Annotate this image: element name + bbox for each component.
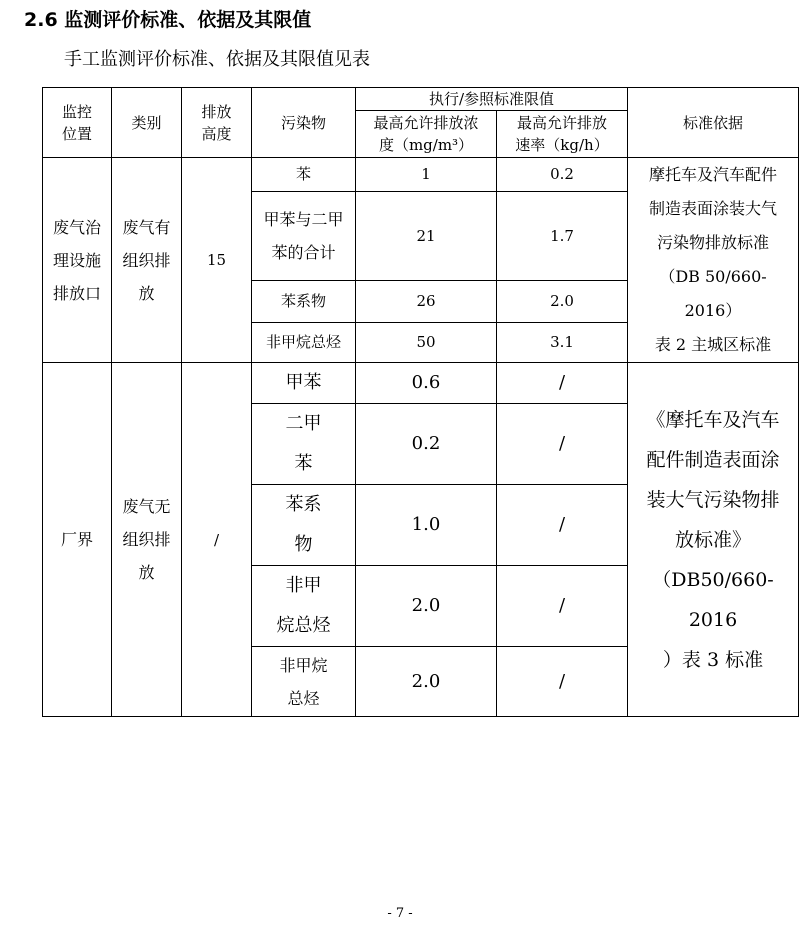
pollutant-cell: 苯 xyxy=(252,158,356,192)
rate-cell: / xyxy=(497,647,628,717)
concentration-cell: 1 xyxy=(356,158,497,192)
page-number: - 7 - xyxy=(387,906,413,921)
pollutant-cell: 甲苯 xyxy=(252,363,356,404)
concentration-cell: 1.0 xyxy=(356,485,497,566)
basis-cell: 《摩托车及汽车 配件制造表面涂 装大气污染物排 放标准》 （DB50/660-2016 ）表 3 标准 xyxy=(628,363,799,717)
rate-cell: / xyxy=(497,566,628,647)
category-cell: 废气无 组织排 放 xyxy=(112,363,182,717)
pollutant-cell: 非甲 烷总烃 xyxy=(252,566,356,647)
pollutant-cell: 非甲烷总烃 xyxy=(252,322,356,362)
pollutant-cell: 二甲 苯 xyxy=(252,404,356,485)
concentration-cell: 26 xyxy=(356,281,497,323)
concentration-cell: 50 xyxy=(356,322,497,362)
basis-cell: 摩托车及汽车配件 制造表面涂装大气 污染物排放标准 （DB 50/660-2016） 表 2 主城区标准 xyxy=(628,158,799,363)
section-title: 2.6 监测评价标准、依据及其限值 xyxy=(24,9,312,31)
rate-cell: / xyxy=(497,485,628,566)
concentration-cell: 0.2 xyxy=(356,404,497,485)
concentration-cell: 2.0 xyxy=(356,566,497,647)
pollutant-cell: 非甲烷 总烃 xyxy=(252,647,356,717)
concentration-cell: 0.6 xyxy=(356,363,497,404)
concentration-cell: 21 xyxy=(356,191,497,280)
header-basis: 标准依据 xyxy=(628,88,799,158)
rate-cell: 2.0 xyxy=(497,281,628,323)
header-row-1 xyxy=(43,88,799,111)
height-cell: 15 xyxy=(182,158,252,363)
standards-table xyxy=(42,87,799,717)
rate-cell: 1.7 xyxy=(497,191,628,280)
pollutant-cell: 苯系 物 xyxy=(252,485,356,566)
rate-cell: 3.1 xyxy=(497,322,628,362)
height-cell: / xyxy=(182,363,252,717)
pollutant-cell: 苯系物 xyxy=(252,281,356,323)
pollutant-cell: 甲苯与二甲 苯的合计 xyxy=(252,191,356,280)
rate-cell: / xyxy=(497,363,628,404)
table-caption: 手工监测评价标准、依据及其限值见表 xyxy=(64,49,370,70)
header-pollutant: 污染物 xyxy=(252,88,356,158)
header-concentration: 最高允许排放浓 度（mg/m³） xyxy=(356,111,497,158)
header-height: 排放 高度 xyxy=(182,88,252,158)
location-cell: 废气治 理设施 排放口 xyxy=(43,158,112,363)
table-row xyxy=(43,158,799,192)
table-row xyxy=(43,363,799,404)
category-cell: 废气有 组织排 放 xyxy=(112,158,182,363)
header-limit-group: 执行/参照标准限值 xyxy=(356,88,628,111)
header-category: 类别 xyxy=(112,88,182,158)
rate-cell: / xyxy=(497,404,628,485)
rate-cell: 0.2 xyxy=(497,158,628,192)
location-cell: 厂界 xyxy=(43,363,112,717)
header-location: 监控 位置 xyxy=(43,88,112,158)
concentration-cell: 2.0 xyxy=(356,647,497,717)
header-rate: 最高允许排放 速率（kg/h） xyxy=(497,111,628,158)
